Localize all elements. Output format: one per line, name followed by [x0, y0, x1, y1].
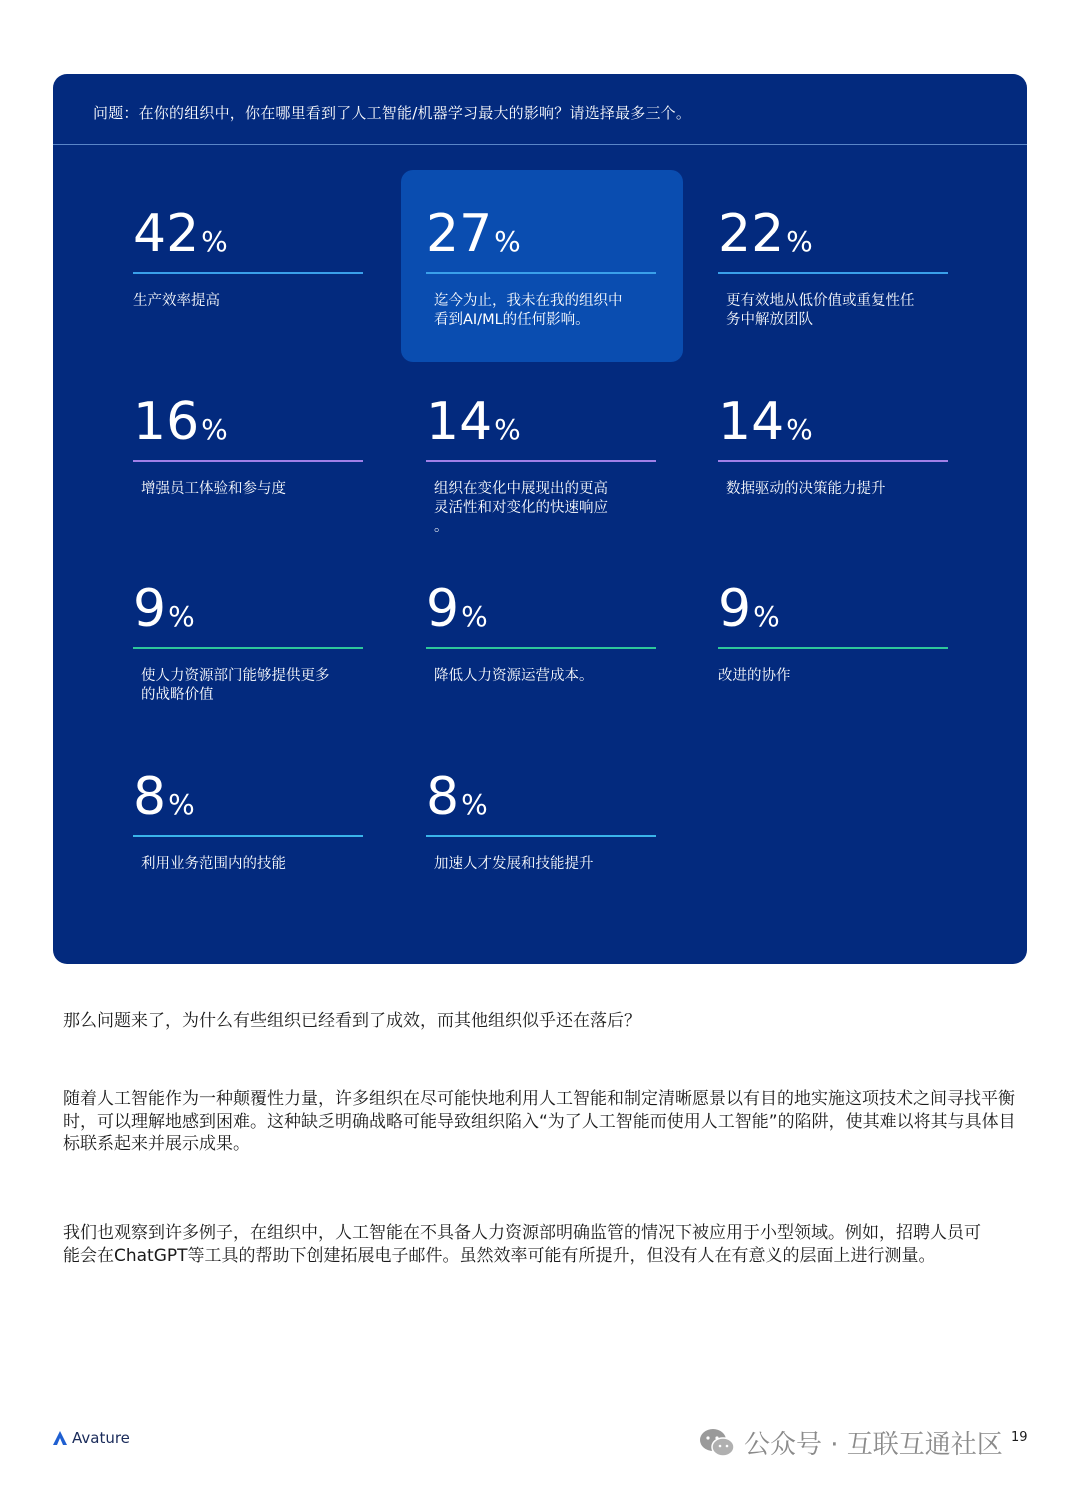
stat-label: 加速人才发展和技能提升	[434, 856, 594, 872]
wechat-icon	[698, 1427, 736, 1459]
stat-underline	[133, 272, 363, 274]
stat-value: 9%	[718, 579, 780, 639]
stat-label: 迄今为止，我未在我的组织中 看到AI/ML的任何影响。	[434, 293, 623, 328]
stat-value: 14%	[426, 392, 521, 452]
watermark-text: 公众号 · 互联互通社区	[744, 1430, 1003, 1460]
stat-underline	[133, 647, 363, 649]
stat-value: 9%	[133, 579, 195, 639]
body-paragraph: 我们也观察到许多例子，在组织中，人工智能在不具备人力资源部明确监管的情况下被应用于小型领域。例如，招聘人员可能会在ChatGPT等工具的帮助下创建拓展电子邮件。虽然效率可能有所提升，但没有人在有意义的层面上进行测量。	[63, 1223, 981, 1266]
stat-underline	[718, 647, 948, 649]
page-number: 19	[1011, 1430, 1028, 1445]
survey-question: 问题：在你的组织中，你在哪里看到了人工智能/机器学习最大的影响？请选择最多三个。	[93, 104, 692, 122]
stat-value: 14%	[718, 392, 813, 452]
avature-logo-icon	[52, 1430, 68, 1446]
stat-underline	[133, 835, 363, 837]
stat-underline	[133, 460, 363, 462]
stat-label: 组织在变化中展现出的更高 灵活性和对变化的快速响应 。	[434, 481, 608, 535]
stat-label: 数据驱动的决策能力提升	[726, 481, 886, 497]
highlighted-stat-box	[401, 170, 683, 362]
stat-value: 16%	[133, 392, 228, 452]
survey-panel	[53, 74, 1027, 964]
stat-value: 8%	[426, 767, 488, 827]
stat-underline	[426, 647, 656, 649]
stat-underline	[718, 272, 948, 274]
avature-logo	[52, 1428, 130, 1448]
wechat-watermark	[698, 1424, 1003, 1461]
stat-value: 8%	[133, 767, 195, 827]
stat-underline	[426, 835, 656, 837]
stat-label: 改进的协作	[718, 668, 791, 684]
stat-value: 42%	[133, 204, 228, 264]
question-divider	[53, 144, 1027, 145]
stat-label: 使人力资源部门能够提供更多 的战略价值	[141, 668, 330, 703]
stat-underline	[426, 460, 656, 462]
stat-label: 更有效地从低价值或重复性任 务中解放团队	[726, 293, 915, 328]
stat-label: 增强员工体验和参与度	[141, 481, 286, 497]
stat-value: 22%	[718, 204, 813, 264]
body-paragraph: 那么问题来了，为什么有些组织已经看到了成效，而其他组织似乎还在落后？	[63, 1011, 641, 1031]
stat-underline	[426, 272, 656, 274]
stat-value: 27%	[426, 204, 521, 264]
stat-label: 生产效率提高	[133, 293, 220, 309]
stat-label: 利用业务范围内的技能	[141, 856, 286, 872]
stat-underline	[718, 460, 948, 462]
brand-name: Avature	[72, 1429, 130, 1447]
body-paragraph: 随着人工智能作为一种颠覆性力量，许多组织在尽可能快地利用人工智能和制定清晰愿景以有目的地实施这项技术之间寻找平衡时，可以理解地感到困难。这种缺乏明确战略可能导致组织陷入“为了人工智能而使用人工智能”的陷阱，使其难以将其与具体目标联系起来并展示成果。	[63, 1089, 1016, 1154]
stat-label: 降低人力资源运营成本。	[434, 668, 594, 684]
stat-value: 9%	[426, 579, 488, 639]
